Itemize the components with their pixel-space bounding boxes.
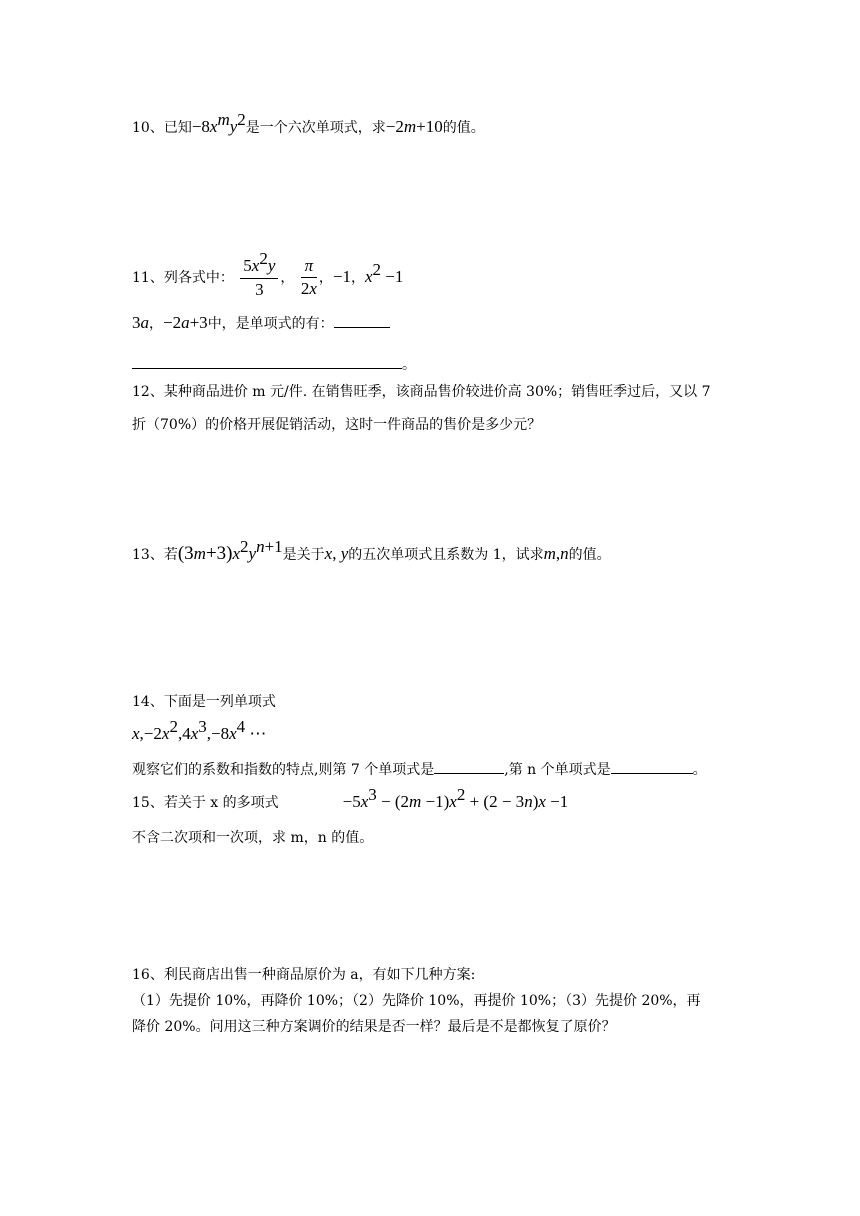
question-text: 已知 bbox=[163, 120, 192, 136]
question-number: 11、 bbox=[132, 270, 164, 286]
question-14-sequence: $x,-2x^2,4x^3,-8x^4$ ⋯ bbox=[132, 717, 267, 743]
question-13: 13、若$(3m+3)x^2y^{n+1}$是关于x, y的五次单项式且系数为 1，试求m,n的值。 bbox=[132, 537, 611, 564]
answer-blank-7th[interactable] bbox=[434, 759, 504, 774]
question-15-line2: 不含二次项和一次项，求 m，n 的值。 bbox=[132, 830, 374, 846]
question-text: 列各式中： bbox=[163, 270, 234, 286]
question-text: 的值。 bbox=[442, 120, 485, 136]
question-number: 13、 bbox=[132, 547, 164, 563]
fraction-pi-over-2x: $\frac{\pi}{2x}$ bbox=[300, 256, 317, 298]
question-16-line2: （1）先提价 10%，再降价 10%；（2）先降价 10%，再提价 10%；（3）先提价 20%，再 bbox=[132, 993, 701, 1009]
question-14-line3: 观察它们的系数和指数的特点,则第 7 个单项式是 ,第 n 个单项式是 。 bbox=[132, 759, 707, 780]
question-text: 是一个六次单项式，求 bbox=[245, 120, 386, 136]
question-11-line2: 3a，−2a+3中，是单项式的有： bbox=[132, 313, 390, 334]
question-16-line1: 16、利民商店出售一种商品原价为 a，有如下几种方案: bbox=[132, 967, 476, 983]
answer-blank[interactable] bbox=[334, 313, 390, 328]
question-14-line1: 14、下面是一列单项式 bbox=[132, 694, 276, 710]
question-11: 11、列各式中： $\frac{5x^2y}{3}$ ， $\frac{\pi}{2x}$ ，−1，$x^2 -1$ bbox=[132, 249, 404, 299]
question-11-line3: 。 bbox=[132, 354, 416, 375]
answer-blank-nth[interactable] bbox=[611, 759, 693, 774]
question-number: 15、 bbox=[132, 795, 164, 811]
question-number: 10、 bbox=[132, 120, 164, 136]
question-12-line1: 12、某种商品进价 m 元/件. 在销售旺季，该商品售价较进价高 30%；销售旺季过后，又以 7 bbox=[132, 384, 711, 400]
question-10: 10、已知$-8x^my^2$是一个六次单项式，求−2m+10的值。 bbox=[132, 110, 485, 136]
question-text: 中，是单项式的有： bbox=[207, 316, 334, 332]
question-15: 15、若关于 x 的多项式 $-5x^3 - (2m -1)x^2 + (2 - 3n)x -1$ bbox=[132, 785, 569, 811]
fraction-5x2y-over-3: $\frac{5x^2y}{3}$ bbox=[240, 257, 278, 299]
answer-blank[interactable] bbox=[132, 354, 402, 369]
question-12-line2: 折（70%）的价格开展促销活动，这时一件商品的售价是多少元？ bbox=[132, 417, 542, 433]
question-16-line3: 降价 20%。问用这三种方案调价的结果是否一样？最后是不是都恢复了原价？ bbox=[132, 1019, 616, 1035]
